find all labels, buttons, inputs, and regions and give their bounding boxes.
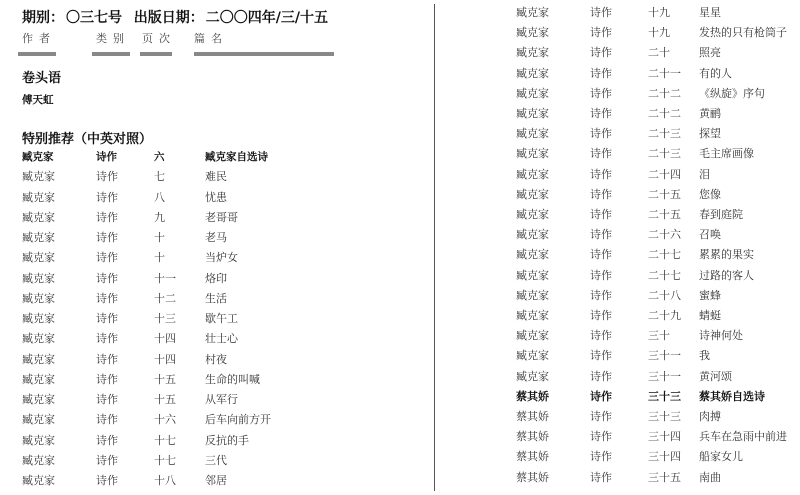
entry-category: 诗作: [96, 251, 118, 265]
toc-entry: [516, 286, 800, 306]
entry-author: 臧克家: [22, 413, 55, 427]
entry-title: 南曲: [699, 470, 721, 484]
toc-entry: [22, 370, 442, 390]
entry-title: 肉搏: [699, 410, 721, 423]
entry-category: 诗作: [590, 349, 612, 363]
entry-category: 诗作: [96, 291, 118, 305]
entry-category: 诗作: [590, 248, 612, 262]
toc-entry: [516, 104, 800, 124]
entry-author: 臧克家: [22, 251, 55, 265]
toc-entry: [516, 144, 800, 164]
entry-author: 臧克家: [516, 309, 549, 322]
entry-category: 诗作: [96, 271, 118, 285]
entry-author: 臧克家: [22, 190, 55, 204]
issue-number: 〇三七号: [66, 10, 122, 26]
entry-page: 十一: [154, 271, 176, 285]
entry-author: 蔡其娇: [516, 470, 549, 484]
entry-page: 二十七: [648, 268, 681, 282]
header-rule-author: [18, 52, 56, 56]
entry-page: 八: [154, 190, 165, 204]
entry-title: 蜻蜓: [699, 309, 721, 322]
entry-category: 诗作: [590, 309, 612, 322]
entry-title: 累累的果实: [699, 248, 754, 262]
entry-category: 诗作: [96, 393, 118, 406]
entry-title: 有的人: [699, 66, 732, 80]
entry-author: 臧克家: [22, 372, 55, 386]
column-divider: [434, 4, 435, 491]
entry-author: 臧克家: [22, 433, 55, 447]
entry-category: 诗作: [96, 352, 118, 366]
epigraph-heading: 卷头语: [22, 71, 62, 86]
entry-category: 诗作: [590, 6, 612, 19]
entry-author: 蔡其娇: [516, 450, 549, 464]
entry-category: 诗作: [96, 312, 118, 325]
toc-entry: [22, 167, 442, 187]
entry-title: 星星: [699, 6, 721, 19]
entry-title: 诗神何处: [699, 329, 743, 343]
entry-page: 三十五: [648, 470, 681, 484]
entry-author: 臧克家: [22, 312, 55, 325]
entry-category: 诗作: [590, 329, 612, 343]
entry-page: 二十二: [648, 107, 681, 120]
entry-page: 二十九: [648, 309, 681, 322]
entry-title: 当炉女: [205, 251, 238, 265]
entry-title: 从军行: [205, 393, 238, 406]
entry-page: 二十三: [648, 127, 681, 141]
entry-page: 十七: [154, 433, 176, 447]
entry-category: 诗作: [96, 210, 118, 224]
entry-page: 二十六: [648, 228, 681, 242]
entry-title: 蜜蜂: [699, 288, 721, 302]
entry-author: 蔡其娇: [516, 389, 549, 403]
entry-page: 三十一: [648, 369, 681, 383]
entry-category: 诗作: [96, 231, 118, 244]
entry-author: 臧克家: [22, 393, 55, 406]
entry-title: 难民: [205, 170, 227, 184]
entry-author: 蔡其娇: [516, 430, 549, 444]
entry-page: 三十一: [648, 349, 681, 363]
toc-entry: [516, 387, 800, 407]
entry-category: 诗作: [96, 413, 118, 427]
entry-category: 诗作: [590, 167, 612, 181]
entry-title: 黄河颂: [699, 369, 732, 383]
header-author: 作者: [22, 32, 56, 45]
issue-header: [22, 7, 330, 27]
entry-author: 臧克家: [22, 151, 54, 163]
toc-entry: [516, 64, 800, 84]
entry-category: 诗作: [590, 66, 612, 80]
entry-author: 臧克家: [22, 332, 55, 346]
toc-entry: [22, 188, 442, 208]
entry-title: 歇午工: [205, 312, 238, 325]
issue-label: 期别：: [22, 10, 64, 26]
toc-entry: [22, 228, 442, 248]
entry-page: 十四: [154, 332, 176, 346]
entry-category: 诗作: [590, 389, 612, 403]
entry-title: 黄鹂: [699, 107, 721, 120]
entry-page: 三十四: [648, 430, 681, 444]
header-rule-title: [194, 52, 334, 56]
entry-author: 臧克家: [22, 271, 55, 285]
entry-category: 诗作: [590, 288, 612, 302]
entry-page: 十九: [648, 26, 670, 40]
entry-page: 六: [154, 151, 165, 163]
toc-entry: [516, 205, 800, 225]
entry-page: 二十三: [648, 147, 681, 161]
entry-category: 诗作: [590, 228, 612, 242]
entry-author: 臧克家: [22, 170, 55, 184]
entry-title: 邻居: [205, 474, 227, 487]
header-title: 篇名: [194, 32, 228, 45]
toc-entry: [22, 329, 442, 349]
entry-category: 诗作: [590, 470, 612, 484]
entry-author: 臧克家: [22, 210, 55, 224]
toc-entry: [22, 269, 442, 289]
entry-page: 十二: [154, 291, 176, 305]
entry-page: 七: [154, 170, 165, 184]
epigraph-author: 傅天虹: [22, 94, 54, 106]
entry-title: 我: [699, 349, 710, 363]
entry-title: 探望: [699, 127, 721, 141]
toc-entry: [516, 225, 800, 245]
header-page: 页次: [142, 32, 176, 45]
entry-title: 烙印: [205, 271, 227, 285]
toc-entry: [516, 468, 800, 488]
header-rule-category: [92, 52, 130, 56]
entry-author: 臧克家: [516, 167, 549, 181]
toc-entry: [22, 248, 442, 268]
entry-category: 诗作: [590, 187, 612, 201]
entry-page: 三十三: [648, 389, 681, 403]
toc-entry: [516, 165, 800, 185]
entry-page: 三十三: [648, 410, 681, 423]
toc-entry: [22, 410, 442, 430]
entry-page: 二十八: [648, 288, 681, 302]
entry-category: 诗作: [590, 26, 612, 40]
entry-page: 三十四: [648, 450, 681, 464]
toc-entry: [22, 471, 442, 491]
entry-page: 二十四: [648, 167, 681, 181]
entry-title: 生活: [205, 291, 227, 305]
toc-entry: [516, 367, 800, 387]
entry-author: 臧克家: [22, 352, 55, 366]
toc-entry: [516, 346, 800, 366]
date-label: 出版日期：: [133, 10, 204, 26]
entry-author: 臧克家: [516, 268, 549, 282]
entry-category: 诗作: [96, 453, 118, 467]
entry-page: 二十五: [648, 208, 681, 221]
entry-category: 诗作: [590, 450, 612, 464]
entry-author: 臧克家: [516, 288, 549, 302]
entry-title: 村夜: [205, 352, 227, 366]
toc-entry: [22, 350, 442, 370]
entry-author: 臧克家: [516, 369, 549, 383]
entry-author: 臧克家: [516, 6, 549, 19]
entry-author: 臧克家: [516, 86, 549, 100]
entry-page: 三十: [648, 329, 670, 343]
entry-author: 臧克家: [516, 248, 549, 262]
entry-author: 臧克家: [516, 46, 549, 60]
entry-title: 《纵旋》序句: [699, 86, 765, 100]
toc-entry: [516, 306, 800, 326]
entry-author: 臧克家: [22, 291, 55, 305]
toc-entry: [516, 407, 800, 427]
entry-category: 诗作: [96, 151, 117, 163]
entry-category: 诗作: [590, 107, 612, 120]
special-heading: 特别推荐（中英对照）: [22, 132, 153, 147]
entry-page: 十: [154, 231, 165, 244]
entry-title: 臧克家自选诗: [205, 151, 268, 163]
header-rule-page: [140, 52, 172, 56]
entry-page: 十七: [154, 453, 176, 467]
entry-category: 诗作: [590, 127, 612, 141]
entry-category: 诗作: [590, 410, 612, 423]
entry-title: 毛主席画像: [699, 147, 754, 161]
toc-entry: [516, 266, 800, 286]
entry-page: 十五: [154, 372, 176, 386]
entry-category: 诗作: [96, 170, 118, 184]
entry-category: 诗作: [96, 332, 118, 346]
entry-page: 十九: [648, 6, 670, 19]
publish-date: 二〇〇四年/三/十五: [205, 10, 328, 26]
toc-entry: [516, 447, 800, 467]
entry-category: 诗作: [96, 433, 118, 447]
entry-page: 二十五: [648, 187, 681, 201]
entry-category: 诗作: [96, 372, 118, 386]
entry-author: 臧克家: [22, 453, 55, 467]
toc-entry: [516, 326, 800, 346]
right-column: [437, 0, 800, 495]
entry-page: 二十一: [648, 66, 681, 80]
entry-title: 泪: [699, 167, 710, 181]
entry-author: 臧克家: [516, 107, 549, 120]
entry-category: 诗作: [590, 430, 612, 444]
toc-entry: [22, 289, 442, 309]
toc-entry: [22, 208, 442, 228]
toc-entry: [22, 309, 442, 329]
toc-entry: [516, 43, 800, 63]
entry-category: 诗作: [590, 268, 612, 282]
entry-author: 臧克家: [22, 474, 55, 487]
entry-title: 忧患: [205, 190, 227, 204]
entry-category: 诗作: [96, 474, 118, 487]
toc-entry: [22, 451, 442, 471]
entry-title: 反抗的手: [205, 433, 249, 447]
entry-title: 老哥哥: [205, 210, 238, 224]
entry-category: 诗作: [96, 190, 118, 204]
entry-title: 蔡其娇自选诗: [699, 389, 765, 403]
entry-title: 兵车在急雨中前进: [699, 430, 787, 444]
entry-page: 二十二: [648, 86, 681, 100]
entry-author: 臧克家: [516, 127, 549, 141]
toc-entry: [516, 23, 800, 43]
entry-author: 臧克家: [516, 329, 549, 343]
entry-category: 诗作: [590, 86, 612, 100]
toc-entry: [516, 185, 800, 205]
entry-page: 九: [154, 210, 165, 224]
entry-author: 臧克家: [516, 349, 549, 363]
entry-category: 诗作: [590, 208, 612, 221]
entry-author: 臧克家: [516, 187, 549, 201]
entry-page: 十六: [154, 413, 176, 427]
entry-author: 臧克家: [22, 231, 55, 244]
entry-title: 后车向前方开: [205, 413, 271, 427]
toc-entry: [22, 390, 442, 410]
entry-page: 十: [154, 251, 165, 265]
entry-title: 壮士心: [205, 332, 238, 346]
entry-title: 老马: [205, 231, 227, 244]
entry-author: 臧克家: [516, 228, 549, 242]
toc-entry: [516, 245, 800, 265]
entry-author: 臧克家: [516, 26, 549, 40]
entry-author: 臧克家: [516, 208, 549, 221]
toc-entry: [22, 147, 442, 167]
entry-title: 发热的只有枪筒子: [699, 26, 787, 40]
toc-entry: [516, 427, 800, 447]
entry-page: 十三: [154, 312, 176, 325]
entry-page: 十四: [154, 352, 176, 366]
entry-title: 召唤: [699, 228, 721, 242]
entry-author: 臧克家: [516, 147, 549, 161]
entry-page: 十五: [154, 393, 176, 406]
entry-title: 三代: [205, 453, 227, 467]
entry-title: 春到庭院: [699, 208, 743, 221]
toc-entry: [516, 84, 800, 104]
entry-page: 十八: [154, 474, 176, 487]
entry-page: 二十: [648, 46, 670, 60]
toc-entry: [22, 431, 442, 451]
entry-category: 诗作: [590, 147, 612, 161]
entry-title: 船家女儿: [699, 450, 743, 464]
entry-category: 诗作: [590, 369, 612, 383]
entry-author: 臧克家: [516, 66, 549, 80]
entry-category: 诗作: [590, 46, 612, 60]
entry-author: 蔡其娇: [516, 410, 549, 423]
entry-title: 过路的客人: [699, 268, 754, 282]
toc-entry: [516, 3, 800, 23]
toc-entry: [516, 124, 800, 144]
entry-page: 二十七: [648, 248, 681, 262]
entry-title: 照亮: [699, 46, 721, 60]
header-category: 类别: [96, 32, 130, 45]
entry-title: 生命的叫喊: [205, 372, 260, 386]
entry-title: 您像: [699, 187, 721, 201]
